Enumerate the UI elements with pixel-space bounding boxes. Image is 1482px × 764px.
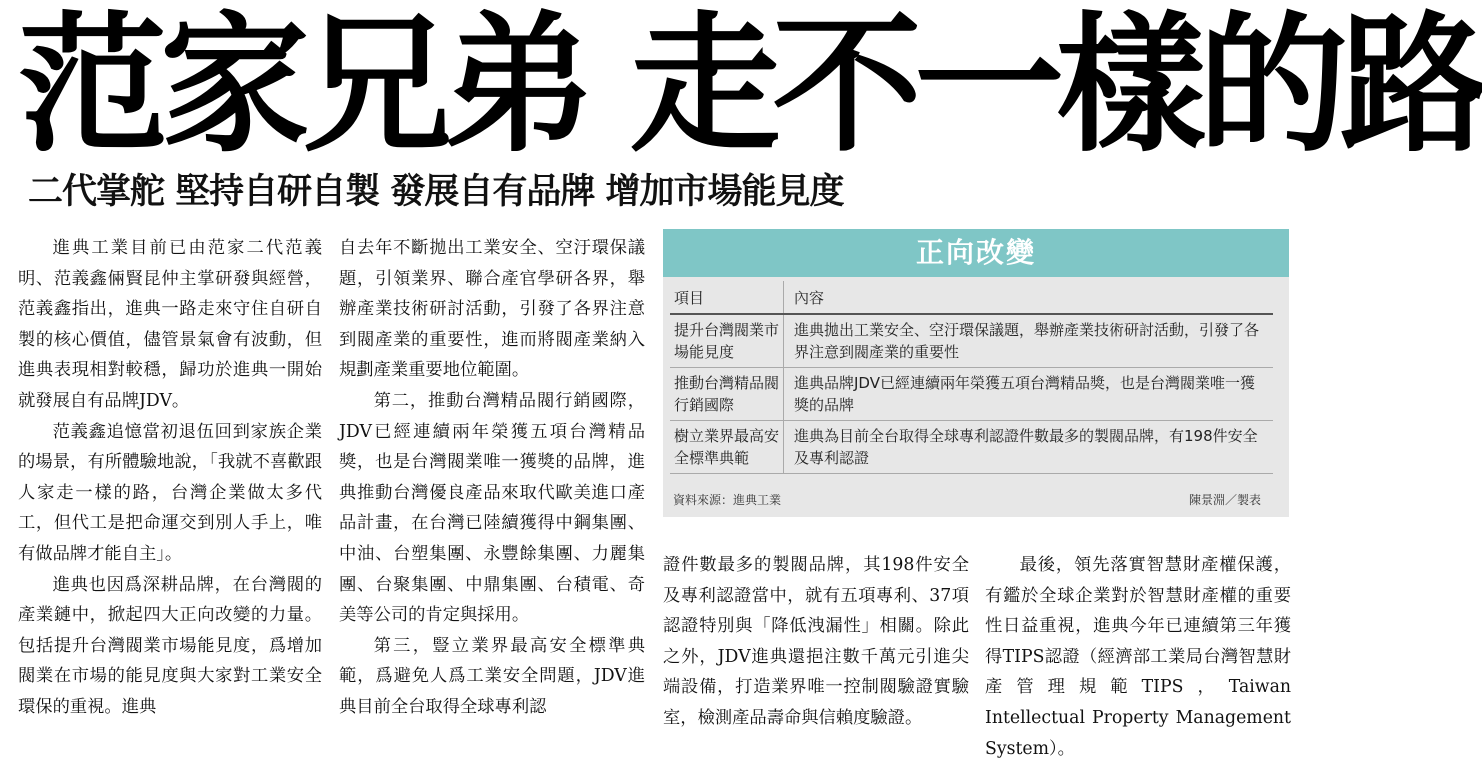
table-cell-item: 推動台灣精品閥行銷國際 xyxy=(670,368,784,421)
table-header-item: 項目 xyxy=(670,281,784,314)
headline: 范家兄弟 走不一樣的路 xyxy=(18,0,1482,173)
subheadline: 二代掌舵 堅持自研自製 發展自有品牌 增加市場能見度 xyxy=(28,172,844,212)
paragraph: 最後，領先落實智慧財產權保護，有鑑於全球企業對於智慧財產權的重要性日益重視，進典今年已連續第三年獲得TIPS認證（經濟部工業局台灣智慧財產管理規範TIPS，Taiwan Intellectual Property Management System）。 xyxy=(985,555,1291,759)
paragraph: 進典工業目前已由范家二代范義明、范義鑫倆賢昆仲主掌研發與經營，范義鑫指出，進典一路走來守住自研自製的核心價值，儘管景氣會有波動，但進典表現相對較穩，歸功於進典一開始就發展自有品牌JDV。 xyxy=(18,238,322,411)
paragraph: 范義鑫追憶當初退伍回到家族企業的場景，有所體驗地說，「我就不喜歡跟人家走一樣的路，台灣企業做太多代工，但代工是把命運交到別人手上，唯有做品牌才能自主」。 xyxy=(18,421,322,564)
paragraph: 第二，推動台灣精品閥行銷國際，JDV已經連續兩年榮獲五項台灣精品獎，也是台灣閥業唯一獲獎的品牌，進典推動台灣優良產品來取代歐美進口產品計畫，在台灣已陸續獲得中鋼集團、中油、台塑集團、永豐餘集團、力麗集團、台聚集團、中鼎集團、台積電、奇美等公司的肯定與採用。 xyxy=(339,390,645,626)
table-cell-content: 進典為目前全台取得全球專利認證件數最多的製閥品牌，有198件安全及專利認證 xyxy=(784,421,1274,474)
sidebar-title: 正向改變 xyxy=(663,229,1289,277)
sidebar-table xyxy=(670,281,1273,474)
article-column-3 xyxy=(663,550,969,734)
credit-note: 陳景淵／製表 xyxy=(1188,493,1261,507)
sidebar-footer xyxy=(673,491,1261,508)
sidebar-box xyxy=(663,229,1289,517)
source-note: 資料來源：進典工業 xyxy=(673,493,782,507)
table-header-content: 內容 xyxy=(784,281,1274,314)
article-column-1 xyxy=(18,233,322,723)
table-cell-content: 進典拋出工業安全、空汙環保議題，舉辦產業技術研討活動，引發了各界注意到閥產業的重要性 xyxy=(784,314,1274,368)
paragraph: 自去年不斷拋出工業安全、空汙環保議題，引領業界、聯合產官學研各界，舉辦產業技術研討活動，引發了各界注意到閥產業的重要性，進而將閥產業納入規劃產業重要地位範圍。 xyxy=(339,238,645,381)
table-cell-item: 提升台灣閥業市場能見度 xyxy=(670,314,784,368)
table-row xyxy=(670,314,1273,368)
table-row xyxy=(670,368,1273,421)
article-column-2 xyxy=(339,233,645,723)
table-cell-item: 樹立業界最高安全標準典範 xyxy=(670,421,784,474)
table-row xyxy=(670,421,1273,474)
table-header-row xyxy=(670,281,1273,314)
article-column-4 xyxy=(985,550,1291,764)
paragraph: 第三，豎立業界最高安全標準典範，爲避免人爲工業安全問題，JDV進典目前全台取得全球專利認 xyxy=(339,635,645,717)
table-cell-content: 進典品牌JDV已經連續兩年榮獲五項台灣精品獎，也是台灣閥業唯一獲獎的品牌 xyxy=(784,368,1274,421)
paragraph: 進典也因爲深耕品牌，在台灣閥的產業鏈中，掀起四大正向改變的力量。包括提升台灣閥業市場能見度，爲增加閥業在市場的能見度與大家對工業安全環保的重視。進典 xyxy=(18,574,322,717)
paragraph: 證件數最多的製閥品牌，其198件安全及專利認證當中，就有五項專利、37項認證特別與「降低洩漏性」相關。除此之外，JDV進典還挹注數千萬元引進尖端設備，打造業界唯一控制閥驗證實驗室，檢測產品壽命與信賴度驗證。 xyxy=(663,555,969,728)
